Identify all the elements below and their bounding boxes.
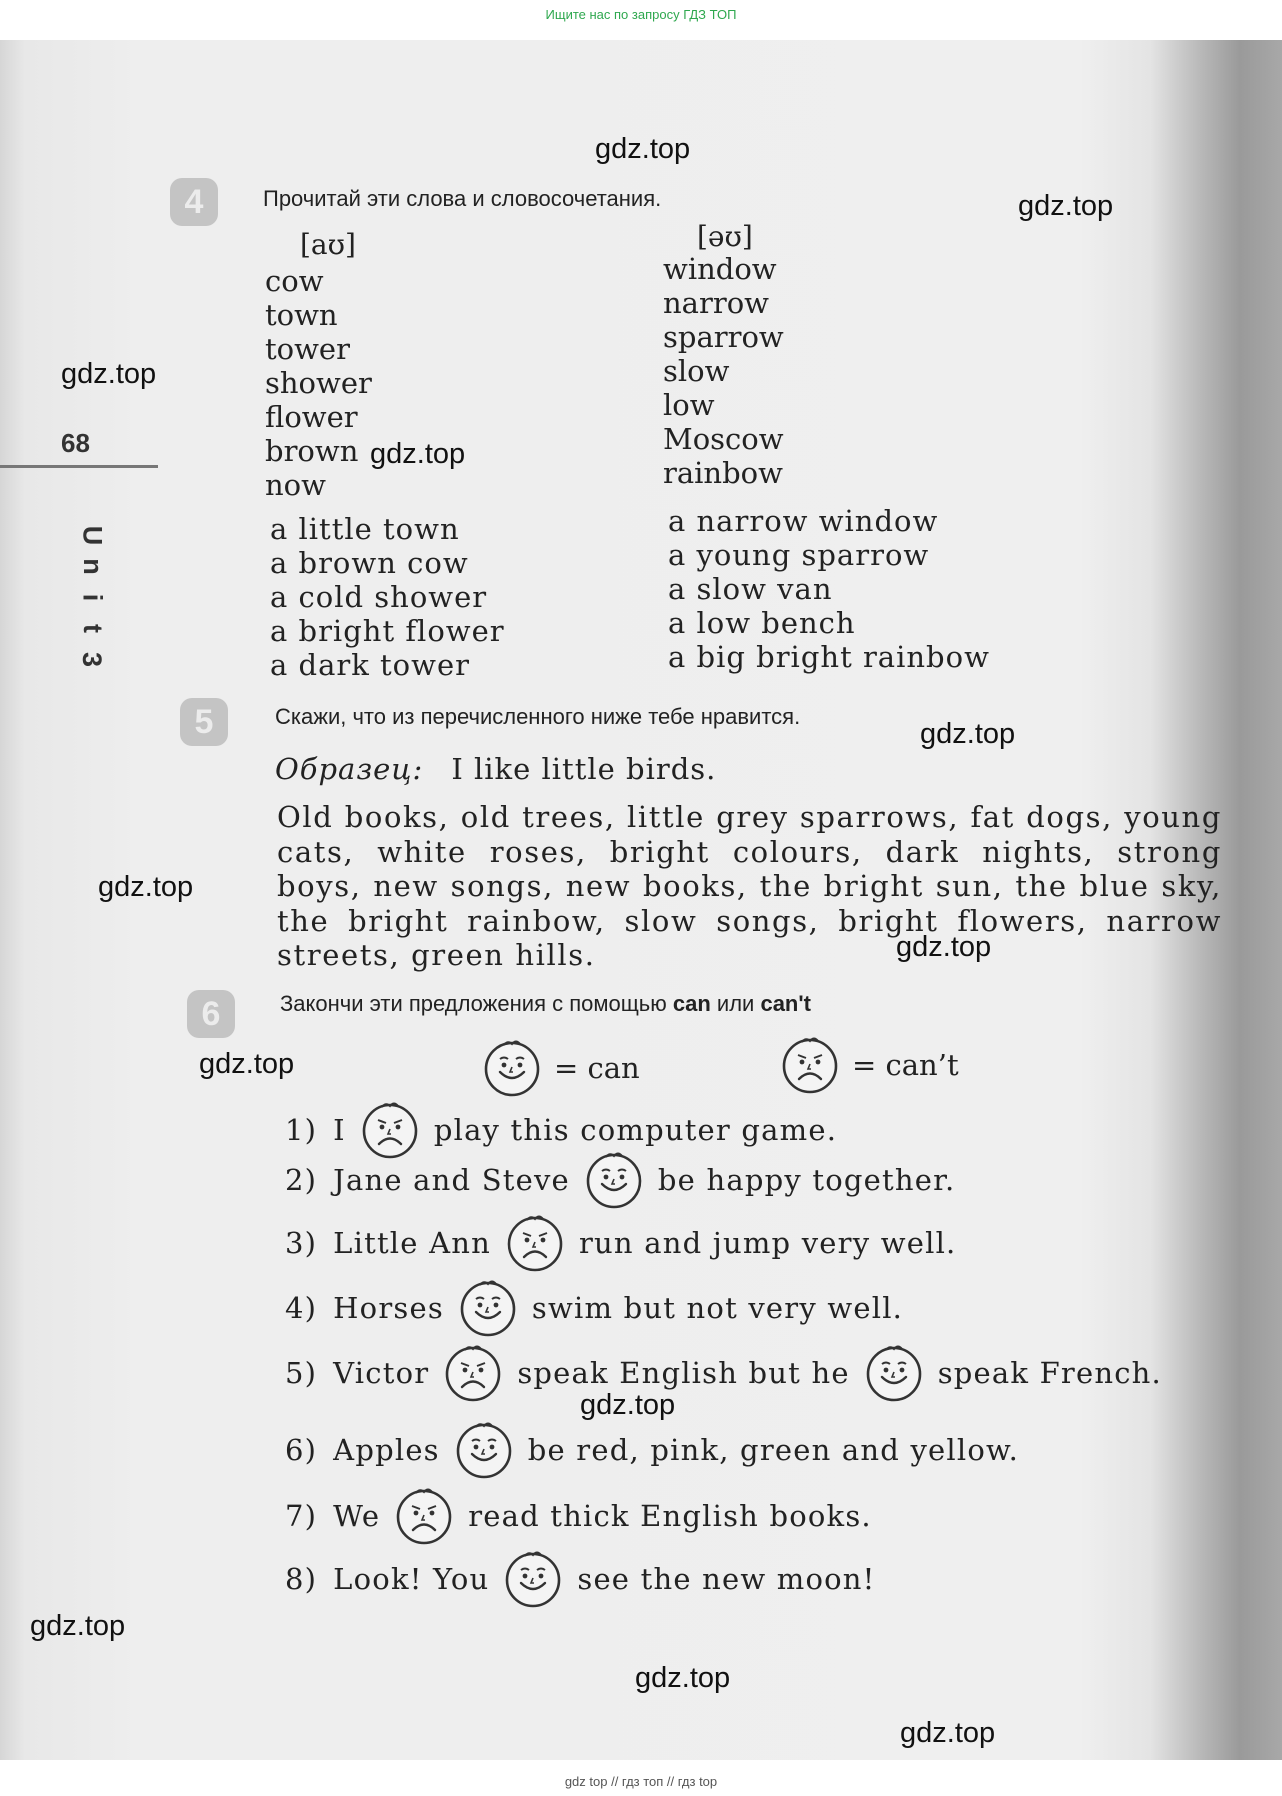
sentence-end: swim but not very well. (531, 1291, 904, 1325)
exercise-6-instruction (280, 991, 811, 1017)
instruction-cant: can't (760, 991, 811, 1016)
word-item: narrow (663, 286, 769, 320)
watermark: gdz.top (1018, 190, 1114, 222)
sentence-8 (285, 1549, 876, 1609)
watermark: gdz.top (920, 718, 1016, 750)
sentence-number: 8) (285, 1562, 318, 1596)
word-item: slow (663, 354, 730, 388)
watermark: gdz.top (635, 1662, 731, 1694)
sentence-end: run and jump very well. (578, 1226, 957, 1260)
sad-face-icon (443, 1343, 503, 1403)
phrase-item: a little town (270, 512, 460, 546)
phrase-list-au (270, 512, 505, 682)
exercise-5-paragraph: Old books, old trees, little grey sparrows, fat dogs, young cats, white roses, bright colours, dark nights, strong boys, new songs, new books, the bright sun, the blue sky, the bright rainbow, slow songs, bright flowers, narrow streets, green hills. (277, 800, 1222, 972)
sad-face-icon (505, 1213, 565, 1273)
watermark: gdz.top (896, 931, 992, 963)
sentence-number: 6) (285, 1433, 318, 1467)
unit-letter: U (77, 525, 108, 546)
word-item: town (265, 298, 338, 332)
exercise-5-example (275, 752, 716, 786)
word-item: rainbow (663, 456, 783, 490)
word-item: Moscow (663, 422, 784, 456)
sentence-end: speak French. (937, 1356, 1162, 1390)
bottom-links[interactable]: gdz top // гдз топ // гдз top (564, 1774, 718, 1789)
sentence-4 (285, 1278, 903, 1338)
sentence-3 (285, 1213, 956, 1273)
happy-face-icon (458, 1278, 518, 1338)
unit-letter: t (77, 624, 108, 633)
word-list-ou (663, 252, 784, 490)
phrase-item: a bright flower (270, 614, 505, 648)
unit-label (75, 520, 109, 675)
sentence-number: 3) (285, 1226, 318, 1260)
phrase-item: a dark tower (270, 648, 470, 682)
instruction-or: или (710, 991, 761, 1016)
word-item: cow (265, 264, 324, 298)
phrase-item: a big bright rainbow (668, 640, 990, 674)
word-item: window (663, 252, 777, 286)
sentence-number: 5) (285, 1356, 318, 1390)
word-item: shower (265, 366, 372, 400)
top-search-note[interactable]: Ищите нас по запросу ГДЗ ТОП (545, 7, 737, 22)
legend-can-text: = can (554, 1051, 640, 1085)
unit-letter: i (77, 593, 108, 602)
word-item: low (663, 388, 715, 422)
sentence-start: I (333, 1113, 346, 1147)
sentence-start: Little Ann (333, 1226, 491, 1260)
word-item: brown (265, 434, 359, 468)
sentence-7 (285, 1486, 872, 1546)
sentence-end: be red, pink, green and yellow. (527, 1433, 1020, 1467)
happy-face-icon (482, 1038, 542, 1098)
example-label: Образец: (275, 752, 424, 786)
watermark: gdz.top (199, 1048, 295, 1080)
phrase-list-ou (668, 504, 990, 674)
exercise-6-badge: 6 (187, 990, 235, 1038)
sentence-number: 1) (285, 1113, 318, 1147)
phrase-item: a young sparrow (668, 538, 930, 572)
sentence-number: 4) (285, 1291, 318, 1325)
word-item: now (265, 468, 326, 502)
sentence-5 (285, 1343, 1162, 1403)
legend-can (482, 1038, 640, 1098)
sentence-start: Apples (333, 1433, 440, 1467)
unit-number: 3 (77, 651, 108, 668)
page-number-rule (0, 465, 158, 468)
sentence-start: Victor (333, 1356, 430, 1390)
watermark: gdz.top (61, 358, 157, 390)
word-item: sparrow (663, 320, 784, 354)
unit-letter: n (77, 558, 108, 575)
phonetic-ou: [əʊ] (697, 220, 753, 253)
word-list-au (265, 264, 372, 502)
watermark: gdz.top (900, 1717, 996, 1749)
phrase-item: a brown cow (270, 546, 469, 580)
sad-face-icon (780, 1035, 840, 1095)
exercise-4-instruction: Прочитай эти слова и словосочетания. (263, 186, 662, 211)
legend-cant-text: = can’t (852, 1048, 959, 1082)
sentence-end: be happy together. (657, 1163, 956, 1197)
instruction-text: Закончи эти предложения с помощью (280, 991, 673, 1016)
exercise-5-instruction: Скажи, что из перечисленного ниже тебе нравится. (275, 704, 801, 729)
sentence-end: read thick English books. (468, 1499, 872, 1533)
exercise-5-badge: 5 (180, 698, 228, 746)
sentence-6 (285, 1420, 1019, 1480)
sentence-middle: speak English but he (517, 1356, 850, 1390)
sentence-number: 2) (285, 1163, 318, 1197)
happy-face-icon (864, 1343, 924, 1403)
sentence-end: see the new moon! (577, 1562, 876, 1596)
example-text: I like little birds. (451, 752, 717, 786)
page-number: 68 (61, 428, 90, 458)
happy-face-icon (503, 1549, 563, 1609)
happy-face-icon (454, 1420, 514, 1480)
sentence-start: Horses (333, 1291, 444, 1325)
sad-face-icon (394, 1486, 454, 1546)
phrase-item: a low bench (668, 606, 856, 640)
sentence-number: 7) (285, 1499, 318, 1533)
sentence-start: Jane and Steve (333, 1163, 570, 1197)
watermark: gdz.top (580, 1389, 676, 1421)
phonetic-au: [aʊ] (300, 228, 356, 261)
phrase-item: a slow van (668, 572, 833, 606)
word-item: flower (265, 400, 358, 434)
legend-cant (780, 1035, 959, 1095)
watermark: gdz.top (370, 438, 466, 470)
watermark: gdz.top (595, 133, 691, 165)
phrase-item: a cold shower (270, 580, 488, 614)
happy-face-icon (584, 1150, 644, 1210)
watermark: gdz.top (98, 871, 194, 903)
word-item: tower (265, 332, 350, 366)
sentence-start: We (333, 1499, 381, 1533)
sentence-2 (285, 1150, 955, 1210)
watermark: gdz.top (30, 1610, 126, 1642)
phrase-item: a narrow window (668, 504, 939, 538)
sentence-start: Look! You (333, 1562, 490, 1596)
exercise-4-badge: 4 (170, 178, 218, 226)
sentence-end: play this computer game. (433, 1113, 838, 1147)
instruction-can: can (672, 991, 711, 1016)
